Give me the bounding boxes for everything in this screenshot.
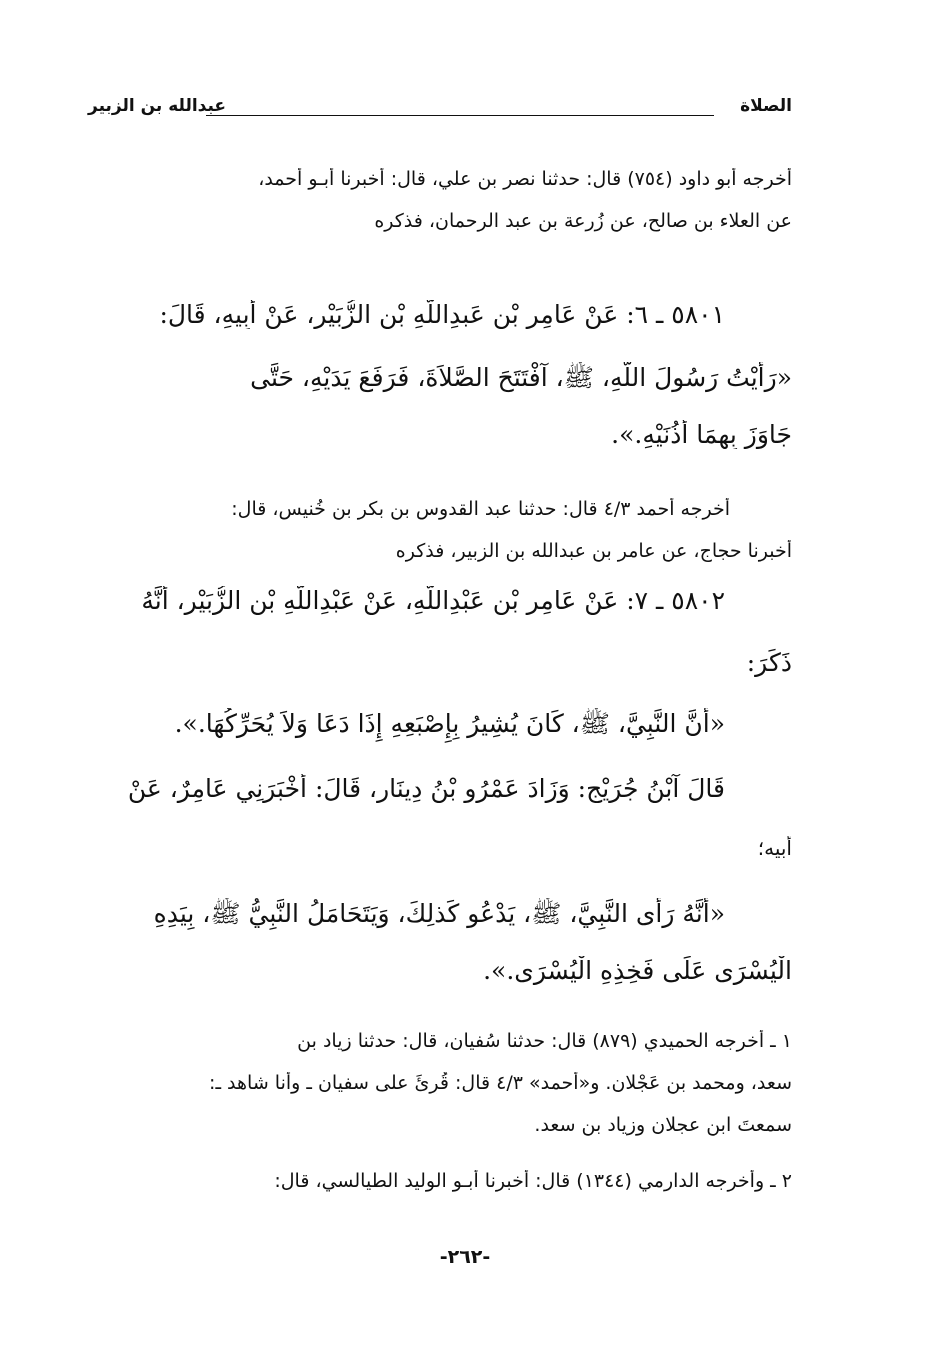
- hadith-line: جَاوَزَ بِهِمَا أُذُنَيْهِ.».: [611, 420, 792, 449]
- text-line: عن العلاء بن صالح، عن زُرعة بن عبد الرحمان، فذكره: [374, 210, 792, 232]
- running-header: [88, 96, 792, 124]
- footnote-line: سعد، ومحمد بن عَجْلان. و«أحمد» ٤/٣ قال: قُرِئَ على سفيان ـ وأنا شاهد ـ:: [209, 1072, 792, 1094]
- hadith-line: ذَكَرَ:: [746, 648, 792, 677]
- hadith-line: ٥٨٠١ ـ ٦: عَنْ عَامِرِ بْنِ عَبدِاللّهِ بْنِ الزُّبَيْرِ، عَنْ أَبِيهِ، قَالَ:: [159, 300, 725, 329]
- hadith-line: ٥٨٠٢ ـ ٧: عَنْ عَامِرِ بْنِ عَبْدِاللّهِ، عَنْ عَبْدِاللّهِ بْنِ الزُّبَيْرِ، أَنَّهُ: [141, 586, 725, 615]
- hadith-line: «رَأَيْتُ رَسُولَ اللّهِ، ﷺ، آفْتَتَحَ الصَّلاَةَ، فَرَفَعَ يَدَيْهِ، حَتَّى: [250, 363, 792, 392]
- text-line: أخرجه أبو داود (٧٥٤) قال: حدثنا نصر بن علي، قال: أخبرنا أبـو أحمد،: [258, 168, 792, 190]
- text-line: أبيه؛: [757, 836, 792, 860]
- text-line: أخبرنا حجاج، عن عامر بن عبدالله بن الزبير، فذكره: [395, 540, 792, 562]
- page-number: -٢٦٢-: [439, 1246, 491, 1268]
- hadith-line: «أَنَّ النَّبِيَّ، ﷺ، كَانَ يُشِيرُ بِإِصْبَعِهِ إِذَا دَعَا وَلاَ يُحَرِّكُهَا.».: [174, 709, 725, 738]
- text-line: أخرجه أحمد ٤/٣ قال: حدثنا عبد القدوس بن بكر بن خُنيس، قال:: [231, 498, 730, 520]
- footnote-line: ١ ـ أخرجه الحميدي (٨٧٩) قال: حدثنا سُفيان، قال: حدثنا زياد بن: [297, 1030, 792, 1052]
- hadith-line: الْيُسْرَى عَلَى فَخِذِهِ الْيُسْرَى.».: [483, 956, 792, 985]
- header-rule: [206, 115, 714, 116]
- hadith-line: «أَنَّهُ رَأَى النَّبِيَّ، ﷺ، يَدْعُو كَذلِكَ، وَيَتَحَامَلُ النَّبِيُّ ﷺ، بِيَدِهِ: [153, 899, 725, 928]
- section-title: عبدالله بن الزبير: [88, 96, 227, 116]
- footnote-line: سمعتَ ابن عجلان وزياد بن سعد.: [534, 1114, 792, 1136]
- footnote-line: ٢ ـ وأخرجه الدارمي (١٣٤٤) قال: أخبرنا أبـو الوليد الطيالسي، قال:: [274, 1170, 792, 1192]
- chapter-title: الصلاة: [740, 96, 792, 116]
- hadith-line: قَالَ آبْنُ جُرَيْجٍ: وَزَادَ عَمْرُو بْنُ دِينَارٍ، قَالَ: أَخْبَرَنِي عَامِرٌ، عَنْ: [127, 774, 725, 803]
